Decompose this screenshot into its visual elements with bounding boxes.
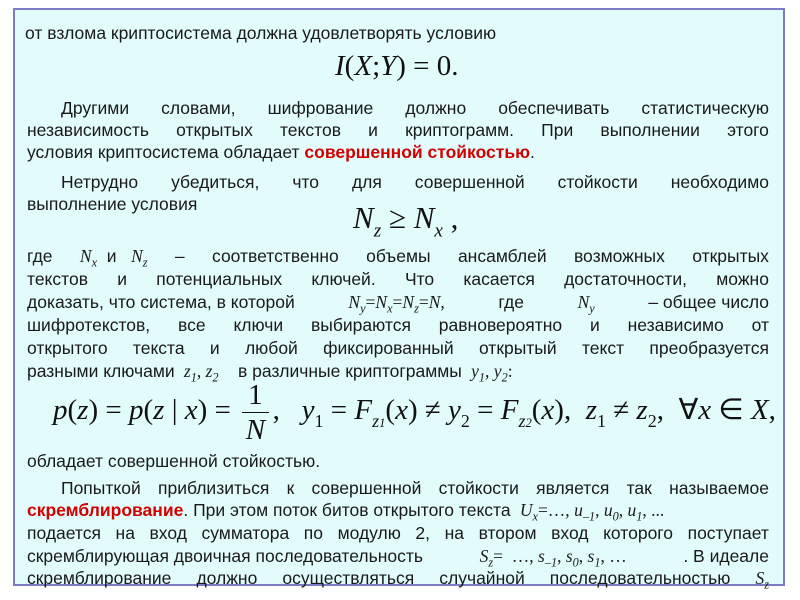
word: последовательностью <box>549 568 731 588</box>
word: текста <box>132 338 185 358</box>
word: статистическую <box>641 98 769 118</box>
word: необходимо <box>670 172 769 192</box>
word: поступает <box>687 523 769 543</box>
word: открытого <box>27 338 108 358</box>
word: преобразуется <box>649 338 769 358</box>
word: открытых <box>176 120 253 140</box>
formula-key-count: $N_z \ge N_x$ , <box>353 200 459 242</box>
plaintext-stream: $U_x=\dots$, $u_{-1}$, $u_0$, $u_1$, ... <box>515 500 665 524</box>
word: текстов <box>27 269 89 289</box>
word: независимо <box>627 315 724 335</box>
word: 2, <box>415 523 431 543</box>
word: и <box>368 120 378 140</box>
term-perfect-secrecy: совершенной стойкостью <box>304 142 531 162</box>
formula-mutual-information: I(X;Y) = 0. <box>335 50 459 82</box>
word: объемы <box>366 246 431 266</box>
text-line-after-formula: обладает совершенной стойкостью. <box>27 451 321 471</box>
paragraph-3-line-5 <box>27 338 769 358</box>
word: и <box>117 269 128 289</box>
word: текстов <box>279 120 341 140</box>
word: должно <box>196 568 258 588</box>
paragraph-2-line-2: выполнение условия <box>27 194 198 214</box>
word: совершенной <box>414 172 525 192</box>
word: убедиться, <box>171 172 260 192</box>
word: соответственно <box>212 246 339 266</box>
word: ансамблей <box>457 246 547 266</box>
word: приблизиться <box>158 478 270 498</box>
word: и <box>209 338 220 358</box>
equality-all-sizes: $N_y=N_x=N_z=N$, <box>348 292 445 316</box>
paragraph-4-line-5 <box>27 568 769 592</box>
slide <box>13 8 785 592</box>
word: все <box>178 315 206 335</box>
word: Другими <box>61 98 130 118</box>
word: потенциальных <box>156 269 283 289</box>
word: должно <box>405 98 467 118</box>
paragraph-4-line-4: скремблирующая двоичная последовательность $S_z=$ …, $s_{-1}$, $s_0$, $s_1$, … . В идеале <box>27 546 769 570</box>
word: открытый <box>478 338 557 358</box>
word: втором <box>478 523 537 543</box>
word: на <box>444 523 464 543</box>
word: достаточности, <box>564 269 688 289</box>
word: шифрование <box>267 98 374 118</box>
word: сумматора <box>201 523 290 543</box>
paragraph-4-line-2: скремблирование. При этом поток битов открытого текста $U_x=\dots$, $u_{-1}$, $u_0$, $u_1$, ... <box>27 500 665 524</box>
term-scrambling: скремблирование <box>27 500 184 520</box>
scrambling-sequence-symbol: $S_z$ <box>755 568 769 592</box>
paragraph-3-line-2 <box>27 269 769 289</box>
word: можно <box>716 269 769 289</box>
paragraph-1-line-2 <box>27 120 769 140</box>
scrambling-sequence: $S_z=$ …, $s_{-1}$, $s_0$, $s_1$, … <box>479 546 627 570</box>
paragraph-3-line-3: доказать, что система, в которой $N_y=N_x=N_z=N$, где $N_y$ – общее число <box>27 292 769 316</box>
word: – <box>174 246 185 266</box>
word: совершенной <box>311 478 422 498</box>
word: При <box>541 120 574 140</box>
word: которого <box>603 523 674 543</box>
paragraph-1-line-1 <box>61 98 769 118</box>
word: Нетрудно <box>61 172 139 192</box>
word: ключей. <box>311 269 376 289</box>
word: осуществляться <box>282 568 415 588</box>
word: словами, <box>161 98 236 118</box>
word: этого <box>727 120 769 140</box>
formula-perfect-secrecy-conditions: p(z) = p(z | x) = $\frac{1}{N}$ , $y_1 = F_{z1}(x) \ne y_2 = F_{z2}(x)$, $z_1 \ne z_2$, ∀x ∈ X, <box>53 379 776 446</box>
word: к <box>286 478 295 498</box>
word: шифротекстов, <box>27 315 151 335</box>
word: стойкости <box>557 172 638 192</box>
word: вход <box>149 523 187 543</box>
word: так <box>626 478 652 498</box>
word: открытых <box>692 246 769 266</box>
word: касается <box>463 269 535 289</box>
word: Попыткой <box>61 478 141 498</box>
word: обеспечивать <box>498 98 610 118</box>
paragraph-4-line-1 <box>61 478 769 498</box>
paragraph-1-line-3: условия криптосистема обладает совершенной стойкостью. <box>27 142 535 162</box>
word: является <box>536 478 610 498</box>
word: вход <box>551 523 589 543</box>
word: выполнении <box>600 120 700 140</box>
word: ключи <box>233 315 284 335</box>
word: криптограмм. <box>405 120 515 140</box>
paragraph-4-line-3 <box>27 523 769 543</box>
word: на <box>115 523 135 543</box>
word: стойкости <box>438 478 519 498</box>
word: выбираются <box>311 315 411 335</box>
paragraph-2-line-1 <box>61 172 769 192</box>
word: по <box>303 523 323 543</box>
word: любой <box>244 338 298 358</box>
word: называемое <box>669 478 769 498</box>
word: случайной <box>439 568 525 588</box>
word: Что <box>404 269 435 289</box>
text-line-1: от взлома криптосистема должна удовлетворять условию <box>25 23 497 43</box>
word: равновероятно <box>438 315 563 335</box>
word: модулю <box>337 523 401 543</box>
word: возможных <box>573 246 665 266</box>
paragraph-3-line-6: разными ключами $z_1$, $z_2$ в различные криптограммы $y_1$, $y_2$: <box>27 361 513 385</box>
word: фиксированный <box>323 338 454 358</box>
word: от <box>751 315 769 335</box>
word: текст <box>581 338 625 358</box>
word: и <box>589 315 600 335</box>
word: что <box>292 172 320 192</box>
word: независимость <box>27 120 150 140</box>
word: подается <box>27 523 101 543</box>
word: для <box>351 172 382 192</box>
paragraph-3-line-4 <box>27 315 769 335</box>
paragraph-3-line-1: где $N_x$ и $N_z$ – соответственно объемы ансамблей возможных открытых <box>27 246 769 270</box>
word: скремблирование <box>27 568 172 588</box>
